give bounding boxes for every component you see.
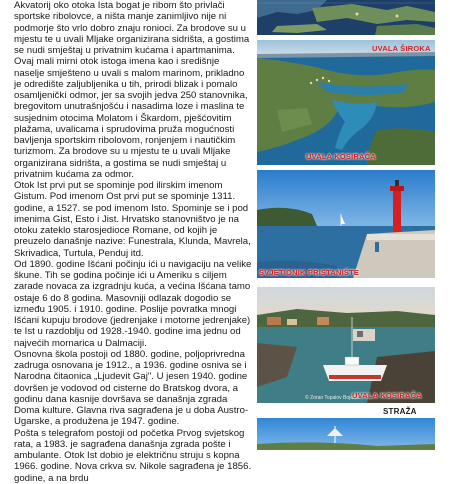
photo-caption-uvala-kosiraca-harbour: UVALA KOSIRAČA — [352, 391, 422, 400]
article-body — [14, 0, 252, 484]
article-paragraph: Od 1890. godine Išćani počinju ići u navigaciju na velike škune. Tih se godina počinje ići u Ameriku s ciljem zarade novaca za izgradnju kuća, a većina Išćana tamo ostaje 6 do 8 godina. Masovniji odlazak dogodio se između 1905. i 1910. godine. Poslije povratka mnogi Išćani kupuju brodove (jedrenjake i motorne jedrenjake) te Ist u razdoblju od 1928.-1940. godine ima jednu od najvećih mornarica u Dalmaciji. — [14, 258, 252, 349]
photo-copyright: © Zoran Topalov Bojanić — [305, 395, 360, 401]
harbour-boat-image — [257, 287, 435, 403]
aerial-bay-image — [257, 40, 435, 165]
straza-hill-image — [257, 418, 435, 450]
photo-caption-svjetionik: SVJETIONIK PRISTANIŠTE — [259, 268, 360, 277]
article-paragraph: Pošta s telegrafom postoji od početka Prvog svjetskog rata, a 1983. je sagrađena današnja zgrada pošte i ambulante. Otok Ist dobio je električnu struju s kopna 1966. godine. Nova crkva sv. Nikole sagrađena je 1856. godine, a na brdu — [14, 427, 252, 484]
lighthouse-pier-image — [257, 170, 435, 278]
island-map-image — [257, 0, 435, 35]
article-paragraph: Osnovna škola postoji od 1880. godine, poljoprivredna zadruga osnovana je 1912., a 1936. godine osniva se i Narodna čitaonica „Ljudevit Gaj". U jesen 1940. godine dovršen je vodovod od cisterne do Bratskog dvora, a godinu dana kasnije dovršava se današnja zgrada Doma kulture. Glavna riva sagrađena je u doba Austro-Ugarske, a produžena je 1947. godine. — [14, 348, 249, 428]
article-paragraph: Akvatorij oko otoka Ista bogat je ribom što privlači sportske ribolovce, a ništa manje zanimljivo nije ni podmorje što vrlo dobro znaju ronioci. Za brodove su u mjestu te u uvali Mljake organizirana sidrišta, a gostima se nudi smještaj u privatnim kućama i apartmanima. Ovaj mali mirni otok istoga imena kao i središnje naselje smješteno u uvali s malom marinom, prikladno je odredište zaljubljenika u tih, prirodi blizak i pomalo osamljeničkí odmor, jer sa svojih jedva 250 stanovnika, bregovitom unutrašnjošću i nasadima loze i maslina te susjednim otocima Molatom i Škardom, pješćovitim plažama, uvalicama i sprudovima pruža mogućnosti bavljenja sportskim ribolovom, ronjenjem i nautičkim turizmom. Za brodove su u mjestu te u uvali Mljake organizirana sidrišta, a gostima se nudi smještaj u privatnim kućama za odmor. — [14, 0, 250, 180]
photo-caption-straza: STRAŽA — [383, 407, 417, 416]
article-paragraph: Otok Ist prvi put se spominje pod ilirskim imenom Gistum. Pod imenom Ost prvi put se spominje 1311. godine, a 1527. se pod imenom Isto. Spominje se i pod imenima Gist, Esto i Jist. Hrvatsko stanovništvo je na otoku zateklo starosjedioce Romane, od kojih je preuzelo današnje nazive: Funestrala, Klunda, Mavrela, Skrivadica, Turtula, Penduj itd. — [14, 180, 251, 259]
photo-caption-uvala-siroka: UVALA ŠIROKA — [372, 44, 431, 53]
photo-caption-uvala-kosiraca-aerial: UVALA KOSIRAČA — [306, 152, 376, 161]
